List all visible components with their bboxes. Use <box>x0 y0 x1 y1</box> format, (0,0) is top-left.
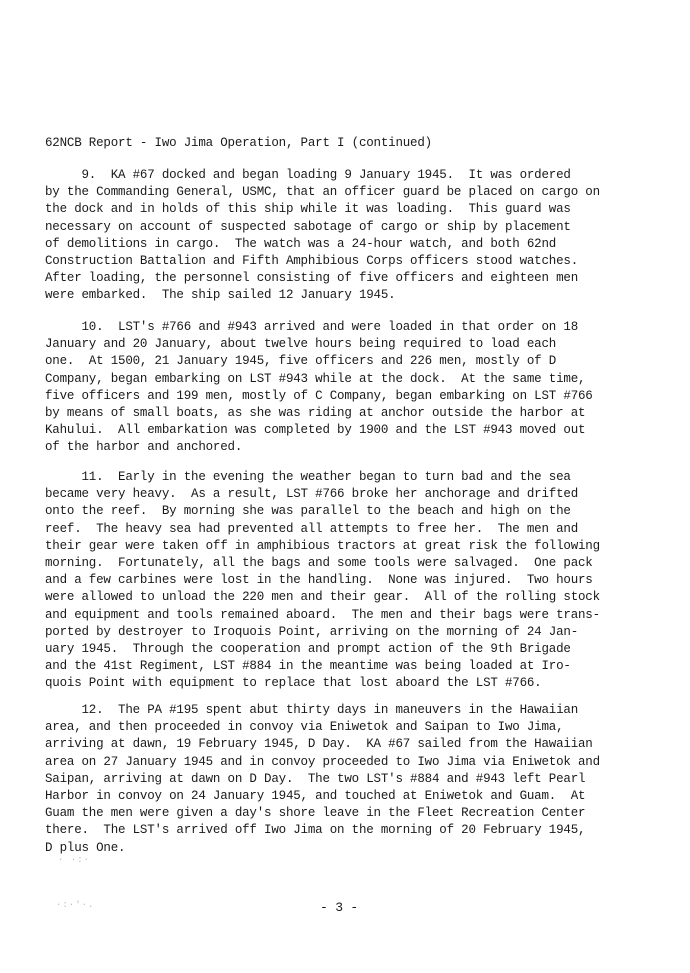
text-line: and a few carbines were lost in the handling. None was injured. Two hours <box>45 573 593 588</box>
text-line: by the Commanding General, USMC, that an officer guard be placed on cargo on <box>45 185 600 200</box>
page-number: - 3 - <box>320 900 359 915</box>
text-line: Harbor in convoy on 24 January 1945, and touched at Eniwetok and Guam. At <box>45 788 586 803</box>
text-line: their gear were taken off in amphibious tractors at great risk the following <box>45 538 600 553</box>
scan-speckle: · ·:· <box>58 855 91 865</box>
text-line: necessary on account of suspected sabotage of cargo or ship by placement <box>45 219 571 234</box>
text-line: 10. LST's #766 and #943 arrived and were loaded in that order on 18 <box>45 320 578 334</box>
text-line: quois Point with equipment to replace that lost aboard the LST #766. <box>45 676 542 691</box>
text-line: ported by destroyer to Iroquois Point, arriving on the morning of 24 Jan- <box>45 624 578 639</box>
text-line: Company, began embarking on LST #943 while at the dock. At the same time, <box>45 371 586 386</box>
text-line: After loading, the personnel consisting of five officers and eighteen men <box>45 271 578 286</box>
text-line: area, and then proceeded in convoy via Eniwetok and Saipan to Iwo Jima, <box>45 720 564 735</box>
text-line: Kahului. All embarkation was completed by 1900 and the LST #943 moved out <box>45 423 586 438</box>
text-line: arriving at dawn, 19 February 1945, D Day. KA #67 sailed from the Hawaiian <box>45 737 593 752</box>
text-line: January and 20 January, about twelve hours being required to load each <box>45 337 557 352</box>
text-line: became very heavy. As a result, LST #766 broke her anchorage and drifted <box>45 487 578 502</box>
report-header: 62NCB Report - Iwo Jima Operation, Part I (continued) <box>45 136 432 150</box>
text-line: and equipment and tools remained aboard. The men and their bags were trans- <box>45 607 600 622</box>
text-line: Guam the men were given a day's shore leave in the Fleet Recreation Center <box>45 806 586 821</box>
text-line: were allowed to unload the 220 men and their gear. All of the rolling stock <box>45 590 600 605</box>
scan-speckle: ·:·'·. <box>56 900 95 910</box>
paragraph-9 <box>45 167 685 305</box>
text-line: area on 27 January 1945 and in convoy proceeded to Iwo Jima via Eniwetok and <box>45 754 600 769</box>
text-line: by means of small boats, as she was riding at anchor outside the harbor at <box>45 405 586 420</box>
paragraph-10 <box>45 319 685 457</box>
text-line: and the 41st Regiment, LST #884 in the meantime was being loaded at Iro- <box>45 659 571 674</box>
text-line: uary 1945. Through the cooperation and prompt action of the 9th Brigade <box>45 641 571 656</box>
text-line: onto the reef. By morning she was parallel to the beach and high on the <box>45 504 571 519</box>
text-line: 11. Early in the evening the weather began to turn bad and the sea <box>45 470 571 484</box>
text-line: 12. The PA #195 spent abut thirty days in maneuvers in the Hawaiian <box>45 703 578 717</box>
text-line: of demolitions in cargo. The watch was a 24-hour watch, and both 62nd <box>45 236 557 251</box>
text-line: Construction Battalion and Fifth Amphibious Corps officers stood watches. <box>45 253 578 268</box>
text-line: one. At 1500, 21 January 1945, five officers and 226 men, mostly of D <box>45 354 557 369</box>
text-line: of the harbor and anchored. <box>45 440 243 455</box>
paragraph-11 <box>45 469 685 692</box>
text-line: were embarked. The ship sailed 12 January 1945. <box>45 288 396 303</box>
text-line: 9. KA #67 docked and began loading 9 January 1945. It was ordered <box>45 168 571 182</box>
text-line: reef. The heavy sea had prevented all attempts to free her. The men and <box>45 521 578 536</box>
text-line: Saipan, arriving at dawn on D Day. The two LST's #884 and #943 left Pearl <box>45 771 586 786</box>
text-line: the dock and in holds of this ship while it was loading. This guard was <box>45 202 571 217</box>
text-line: D plus One. <box>45 840 126 855</box>
paragraph-12 <box>45 702 685 857</box>
text-line: morning. Fortunately, all the bags and some tools were salvaged. One pack <box>45 555 593 570</box>
text-line: five officers and 199 men, mostly of C Company, began embarking on LST #766 <box>45 388 593 403</box>
text-line: there. The LST's arrived off Iwo Jima on the morning of 20 February 1945, <box>45 823 586 838</box>
